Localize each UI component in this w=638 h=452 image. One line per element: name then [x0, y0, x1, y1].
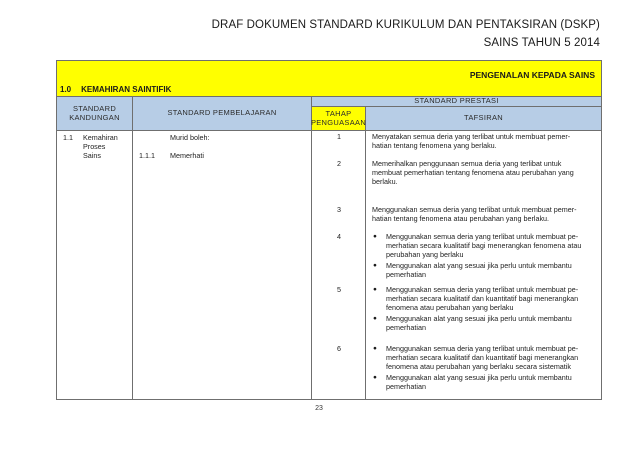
tahap-level: 2: [337, 159, 341, 168]
col-header-standard-pembelajaran: STANDARD PEMBELAJARAN: [133, 96, 312, 130]
section-heading: [60, 85, 181, 94]
tafsiran-bullet-text: Menggunakan alat yang sesuai jika perlu untuk membantu pemerhatian: [386, 314, 572, 333]
col-header-tafsiran: TAFSIRAN: [366, 106, 601, 130]
tafsiran-bullet-text: Menggunakan semua deria yang terlibat untuk membuat pe- merhatian secara kualitatif dan kuantitatif bagi menerangkan fenomena atau perubahan yang berlaku secara sistematik: [386, 344, 579, 372]
topic-band: [57, 61, 601, 96]
tahap-level: 6: [337, 344, 341, 353]
column-divider: [311, 130, 312, 399]
sk-number: 1.1: [63, 133, 73, 142]
tafsiran-bullet-text: Menggunakan alat yang sesuai jika perlu untuk membantu pemerhatian: [386, 261, 572, 280]
column-divider: [132, 130, 133, 399]
topic-title: PENGENALAN KEPADA SAINS: [469, 70, 595, 80]
tafsiran-bullet-text: Menggunakan semua deria yang terlibat untuk membuat pe- merhatian secara kualitatif dan kuantitatif bagi menerangkan fenomena atau perubahan yang berlaku: [386, 285, 579, 313]
section-number: 1.0: [60, 85, 72, 94]
sp-text: Memerhati: [170, 151, 204, 160]
bullet-icon: ●: [373, 262, 377, 269]
section-title: KEMAHIRAN SAINTIFIK: [81, 85, 172, 94]
tafsiran-text: Menggunakan semua deria yang terlibat untuk membuat pemer- hatian tentang fenomena atau perubahan yang berlaku.: [372, 205, 577, 224]
tahap-level: 3: [337, 205, 341, 214]
tafsiran-bullet-text: Menggunakan alat yang sesuai jika perlu untuk membantu pemerhatian: [386, 373, 572, 392]
tafsiran-text: Menyatakan semua deria yang terlibat untuk membuat pemer- hatian tentang fenomena yang berlaku.: [372, 132, 571, 151]
header-divider: [57, 130, 601, 131]
sk-text: Kemahiran Proses Sains: [83, 133, 118, 161]
tahap-level: 4: [337, 232, 341, 241]
page-number: 23: [315, 405, 323, 412]
bullet-icon: ●: [373, 315, 377, 322]
document-header-line2: SAINS TAHUN 5 2014: [483, 37, 600, 49]
tafsiran-bullet-text: Menggunakan semua deria yang terlibat untuk membuat pe- merhatian secara kualitatif bagi menerangkan fenomena atau perubahan yang berlaku: [386, 232, 582, 260]
tafsiran-text: Memerihalkan penggunaan semua deria yang terlibat untuk membuat pemerhatian tentang fenomena atau perubahan yang berlaku.: [372, 159, 574, 187]
column-divider: [365, 130, 366, 399]
col-header-standard-prestasi: STANDARD PRESTASI: [312, 96, 601, 106]
bullet-icon: ●: [373, 286, 377, 293]
sp-intro: Murid boleh:: [170, 133, 210, 142]
bullet-icon: ●: [373, 345, 377, 352]
bullet-icon: ●: [373, 233, 377, 240]
sp-number: 1.1.1: [139, 151, 155, 160]
document-header-line1: DRAF DOKUMEN STANDARD KURIKULUM DAN PENTAKSIRAN (DSKP): [211, 19, 600, 31]
tahap-level: 1: [337, 132, 341, 141]
curriculum-table: [56, 60, 602, 400]
bullet-icon: ●: [373, 374, 377, 381]
tahap-level: 5: [337, 285, 341, 294]
col-header-tahap-penguasaan: TAHAP PENGUASAAN: [312, 106, 366, 130]
col-header-standard-kandungan: STANDARD KANDUNGAN: [57, 96, 133, 130]
